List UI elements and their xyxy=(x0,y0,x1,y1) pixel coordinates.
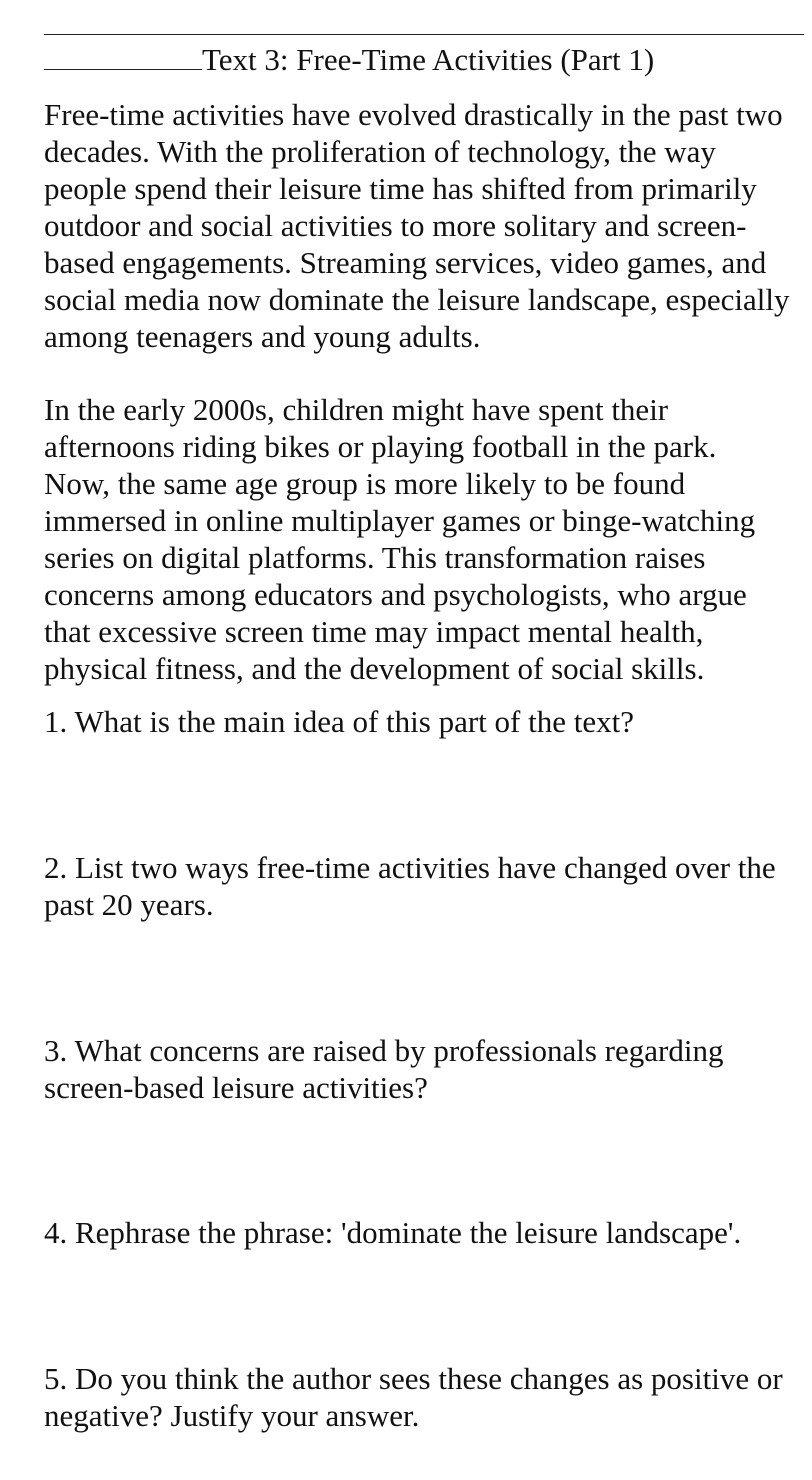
question-2: 2. List two ways free-time activities have changed over the past 20 years. xyxy=(44,850,776,922)
question-4: 4. Rephrase the phrase: 'dominate the leisure landscape'. xyxy=(44,1215,742,1250)
title-row xyxy=(44,41,654,79)
question-5: 5. Do you think the author sees these changes as positive or negative? Justify your answer. xyxy=(44,1361,783,1433)
name-blank-line xyxy=(44,41,202,70)
top-rule xyxy=(44,34,804,35)
worksheet-title: Text 3: Free-Time Activities (Part 1) xyxy=(202,42,655,77)
paragraph-2: In the early 2000s, children might have spent their afternoons riding bikes or playing football in the park. Now, the same age group is more likely to be found immersed in online multiplayer games or binge-watching series on digital platforms. This transformation raises concerns among educators and psychologists, who argue that excessive screen time may impact mental health, physical fitness, and the development of social skills. xyxy=(44,392,756,686)
question-1: 1. What is the main idea of this part of the text? xyxy=(44,704,634,739)
question-3: 3. What concerns are raised by professionals regarding screen-based leisure activities? xyxy=(44,1033,724,1105)
paragraph-1: Free-time activities have evolved drastically in the past two decades. With the proliferation of technology, the way people spend their leisure time has shifted from primarily outdoor and social activities to more solitary and screen-based engagements. Streaming services, video games, and social media now dominate the leisure landscape, especially among teenagers and young adults. xyxy=(44,97,790,354)
